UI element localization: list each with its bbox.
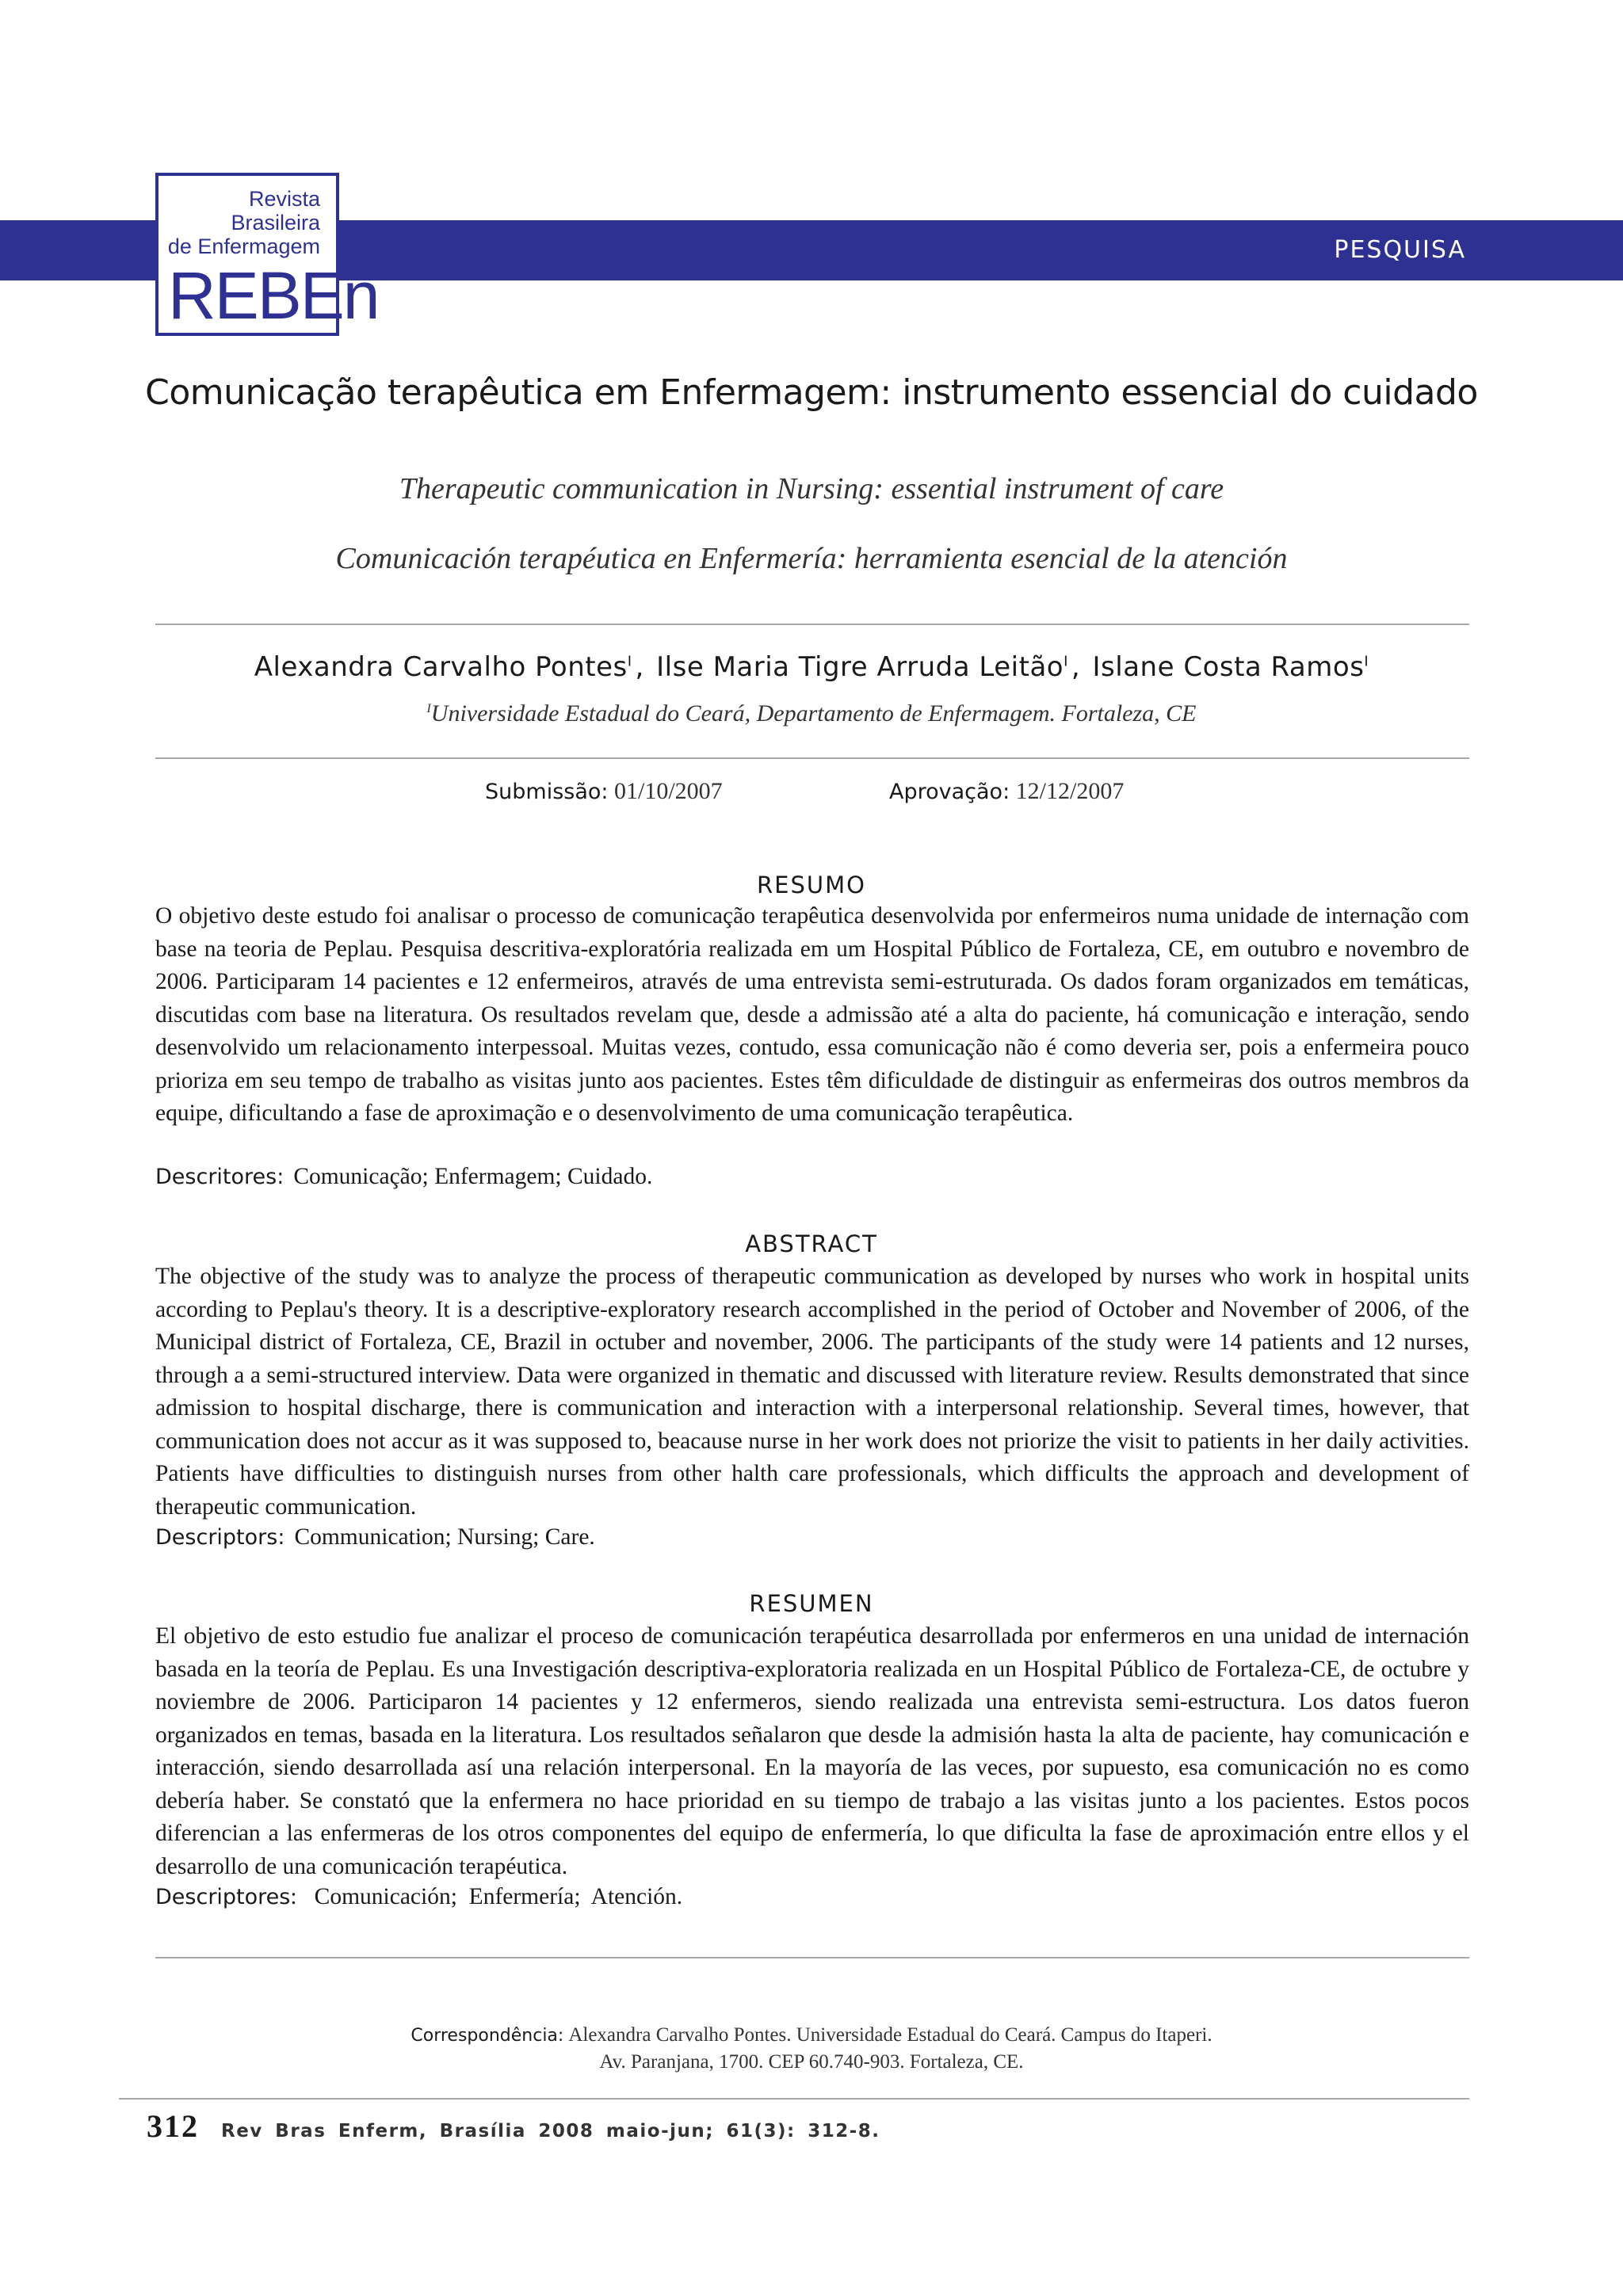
- descriptors-label: Descriptors:: [155, 1525, 285, 1550]
- descriptors-label: Descritores:: [155, 1165, 285, 1189]
- affiliation-text: Universidade Estadual do Ceará, Departamento de Enfermagem. Fortaleza, CE: [430, 700, 1197, 727]
- logo-mark: REBEn: [168, 258, 379, 333]
- submission-dates: [0, 778, 1623, 810]
- author-name: Ilse Maria Tigre Arruda Leitão: [656, 651, 1064, 683]
- resumen-descriptors: [155, 1884, 682, 1910]
- logo-line-2: Brasileira: [231, 211, 320, 235]
- abstract-heading: ABSTRACT: [745, 1230, 878, 1257]
- divider: [155, 1957, 1469, 1958]
- affiliation-marker: I: [426, 702, 431, 715]
- section-label: PESQUISA: [1334, 236, 1466, 264]
- page-number: 312: [147, 2108, 199, 2144]
- author-name: Islane Costa Ramos: [1092, 651, 1365, 683]
- affiliation: [0, 700, 1623, 727]
- logo-line-1: Revista: [248, 187, 320, 211]
- journal-logo: [155, 173, 379, 336]
- page-footer: [147, 2107, 880, 2145]
- resumo-text: O objetivo deste estudo foi analisar o processo de comunicação terapêutica desenvolvida por enfermeiros numa unidade de internação com base na teoria de Peplau. Pesquisa descritiva-exploratória realizada em um Hospital Público de Fortaleza, CE, em outubro e novembro de 2006. Participaram 14 pacientes e 12 enfermeiros, através de uma entrevista semi-estruturada. Os dados foram organizados em temáticas, discutidas com base na literatura. Os resultados revelam que, desde a admissão até a alta do paciente, há comunicação e interação, sendo desenvolvido um relacionamento interpessoal. Muitas vezes, contudo, essa comunicação não é como deveria ser, pois a enfermeira pouco prioriza em seu tempo de trabalho as visitas junto aos pacientes. Estes têm dificuldade de distinguir as enfermeiras dos outros membros da equipe, dificultando a fase de aproximação e o desenvolvimento de uma comunicação terapêutica.: [155, 903, 1469, 1126]
- author-affil-marker: I: [627, 653, 632, 670]
- divider: [155, 757, 1469, 759]
- correspondence-text: Alexandra Carvalho Pontes. Universidade Estadual do Ceará. Campus do Itaperi.: [568, 2024, 1212, 2046]
- logo-line-3: de Enfermagem: [167, 235, 320, 258]
- descriptors-value: Comunicação; Enfermagem; Cuidado.: [293, 1164, 653, 1189]
- submission-value: 01/10/2007: [614, 778, 723, 804]
- article-title: Comunicação terapêutica em Enfermagem: instrumento essencial do cuidado: [145, 372, 1478, 413]
- descriptors-value: : Comunicación; Enfermería; Atención.: [290, 1884, 683, 1909]
- approval-label: Aprovação:: [889, 780, 1010, 804]
- author-name: Alexandra Carvalho Pontes: [254, 651, 628, 683]
- author-affil-marker: I: [1364, 653, 1369, 670]
- abstract-text: The objective of the study was to analyze the process of therapeutic communication as developed by nurses who work in hospital units according to Peplau's theory. It is a descriptive-exploratory research accomplished in the period of October and November of 2006, of the Municipal district of Fortaleza, CE, Brazil in octuber and november, 2006. The participants of the study were 14 patients and 12 nurses, through a a semi-structured interview. Data were organized in thematic and discussed with literature review. Results demonstrated that since admission to hospital discharge, there is communication and interaction with a interpersonal relationship. Several times, however, that communication does not accur as it was supposed to, beacause nurse in her work does not priorize the visit to patients in her daily activities. Patients have difficulties to distinguish nurses from other halth care professionals, which difficults the approach and development of therapeutic communication.: [155, 1264, 1469, 1520]
- author-list: Alexandra Carvalho Pontes$^I$ , Ilse Maria Tigre Arruda Leitão$^I$ , Islane Costa Ramos$^I$: [254, 651, 1369, 683]
- correspondence-line-2: Av. Paranjana, 1700. CEP 60.740-903. Fortaleza, CE.: [599, 2051, 1024, 2073]
- divider: [155, 624, 1469, 625]
- descriptors-value: Communication; Nursing; Care.: [294, 1524, 595, 1550]
- approval-date: [889, 778, 1124, 805]
- resumen-text: El objetivo de esto estudio fue analizar el proceso de comunicación terapéutica desarrollada por enfermeros en una unidad de internación basada en la teoría de Peplau. Es una Investigación descriptiva-exploratoria realizada en un Hospital Público de Fortaleza-CE, de octubre y noviembre de 2006. Participaron 14 pacientes y 12 enfermeros, siendo realizada una entrevista semi-estructura. Los datos fueron organizados en temas, basada en la literatura. Los resultados señalaron que desde la admisión hasta la alta de paciente, hay comunicación e interacción, siendo desarrollada así una relación interpersonal. En la mayoría de las veces, por supuesto, esa comunicación no es como debería haber. Se constató que la enfermera no hace prioridad en su tiempo de trabajo a las visitas junto a los pacientes. Estos pocos diferencian a las enfermeras de los otros componentes del equipo de enfermería, lo que dificulta la fase de aproximación entre ellos y el desarrollo de una comunicación terapéutica.: [155, 1623, 1469, 1879]
- descriptors-label: Descriptores: [155, 1885, 291, 1909]
- journal-citation: Rev Bras Enferm, Brasília 2008 maio-jun; 61(3): 312-8.: [221, 2121, 880, 2142]
- article-subtitle-en: Therapeutic communication in Nursing: essential instrument of care: [399, 472, 1224, 505]
- submission-label: Submissão:: [485, 780, 609, 804]
- abstract-descriptors: [155, 1524, 595, 1550]
- resumo-descriptors: [155, 1164, 652, 1190]
- resumen-heading: RESUMEN: [749, 1590, 874, 1617]
- submission-date: [485, 778, 723, 805]
- correspondence-line-1: [0, 2022, 1623, 2050]
- approval-value: 12/12/2007: [1015, 778, 1125, 804]
- correspondence-label: Correspondência:: [411, 2026, 564, 2046]
- footer-divider: [119, 2098, 1469, 2100]
- author-affil-marker: I: [1064, 653, 1068, 670]
- resumo-heading: RESUMO: [757, 871, 866, 898]
- article-subtitle-es: Comunicación terapéutica en Enfermería: herramienta esencial de la atención: [335, 542, 1288, 575]
